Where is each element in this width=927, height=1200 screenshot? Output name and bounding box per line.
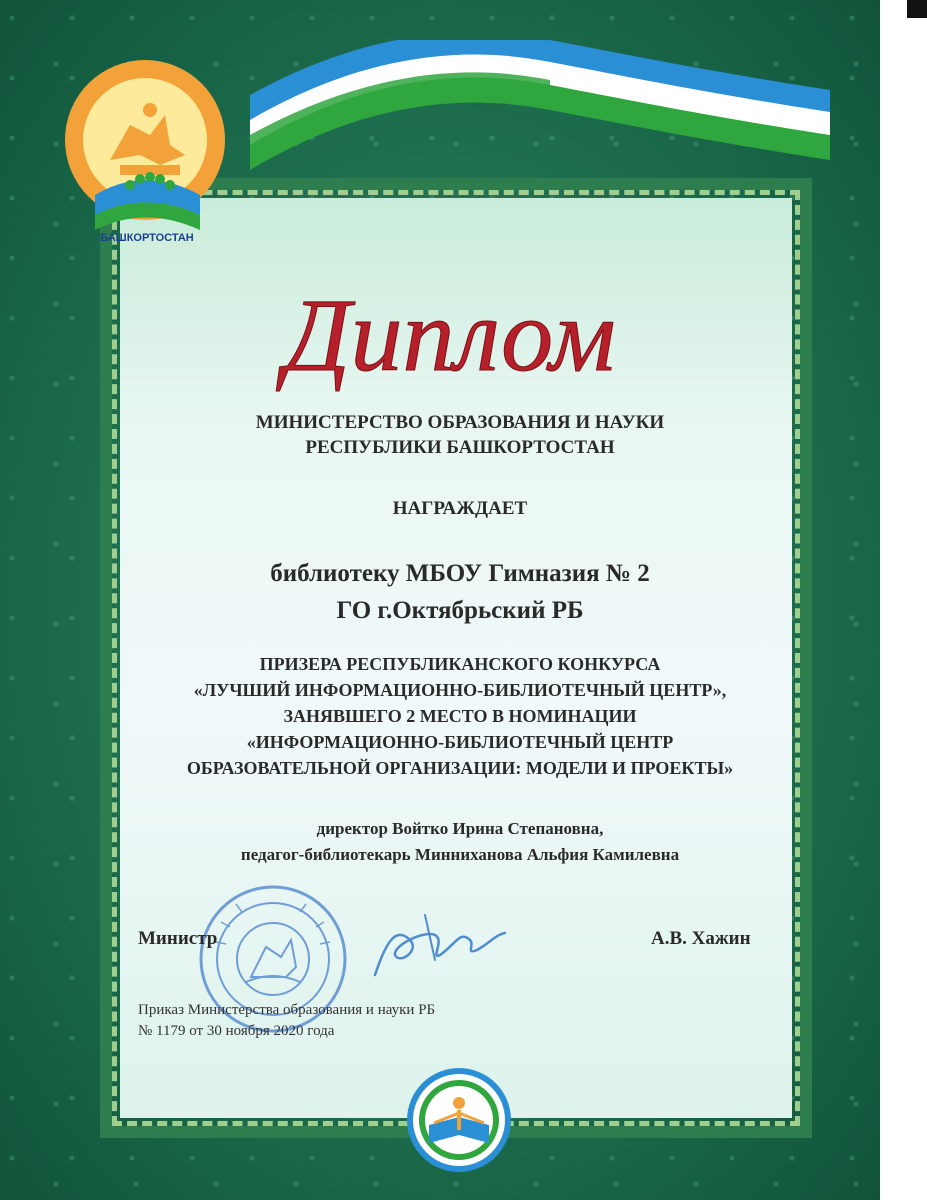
signer-title: Министр (138, 928, 218, 949)
education-ministry-logo (404, 1065, 514, 1175)
awarded-persons (130, 816, 790, 868)
issuer-line-2: РЕСПУБЛИКИ БАШКОРТОСТАН (305, 437, 615, 458)
reason-line: ЗАНЯВШЕГО 2 МЕСТО В НОМИНАЦИИ (283, 706, 637, 726)
emblem-label: БАШКОРТОСТАН (100, 232, 194, 244)
award-action: НАГРАЖДАЕТ (392, 498, 528, 519)
recipient-line-1: библиотеку МБОУ Гимназия № 2 (270, 560, 650, 587)
order-line-2: № 1179 от 30 ноября 2020 года (138, 1023, 335, 1039)
reason-line: «ЛУЧШИЙ ИНФОРМАЦИОННО-БИБЛИОТЕЧНЫЙ ЦЕНТР», (193, 680, 727, 700)
diploma-title (190, 282, 710, 392)
reason-line: ОБРАЗОВАТЕЛЬНОЙ ОРГАНИЗАЦИИ: МОДЕЛИ И ПРОЕКТЫ» (186, 758, 734, 778)
diploma-title-text: Диплом (284, 282, 616, 392)
reason-line: ПРИЗЕРА РЕСПУБЛИКАНСКОГО КОНКУРСА (259, 654, 661, 674)
recipient-block (130, 555, 790, 629)
issuer-line-1: МИНИСТЕРСТВО ОБРАЗОВАНИЯ И НАУКИ (255, 412, 665, 433)
bashkortostan-emblem (50, 55, 250, 245)
recipient-line-2: ГО г.Октябрьский РБ (336, 597, 584, 624)
issuer-block (130, 410, 790, 460)
signer-name: А.В. Хажин (651, 928, 751, 949)
award-reason (130, 651, 790, 781)
order-line-1: Приказ Министерства образования и науки РБ (138, 1002, 436, 1018)
scan-corner-mark (907, 0, 927, 18)
bashkortostan-flag-ribbon (230, 40, 830, 190)
person-2: педагог-библиотекарь Минниханова Альфия Камилевна (240, 845, 680, 864)
order-reference (138, 1000, 435, 1042)
handwritten-signature (365, 905, 515, 990)
reason-line: «ИНФОРМАЦИОННО-БИБЛИОТЕЧНЫЙ ЦЕНТР (246, 732, 674, 752)
person-1: директор Войтко Ирина Степановна, (316, 819, 604, 838)
